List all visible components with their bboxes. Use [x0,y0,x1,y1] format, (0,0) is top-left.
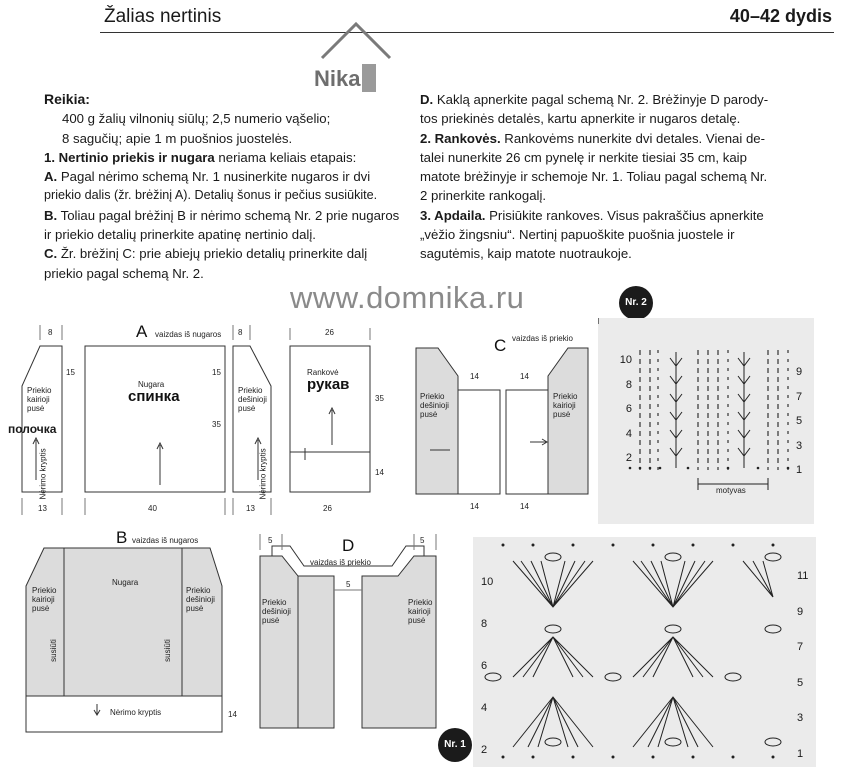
back-label-ru: спинка [128,388,180,405]
diagram-d-view: vaizdas iš priekio [310,558,371,567]
left-front-label-ru: полочка [8,422,57,436]
step-b-cont: ir priekio detalių prinerkite apatinę nertinio dalį. [44,227,316,243]
dim-8-right: 8 [238,328,243,337]
chart-nr1-badge: Nr. 1 [438,728,472,762]
chart-nr2-rows-right: 9 7 5 3 1 [796,366,803,476]
section-1: 1. Nertinio priekis ir nugara neriama keliais etapais: [44,149,357,165]
diagram-c-shapes [410,330,590,520]
diagram-c-dim-14c: 14 [470,502,479,511]
step-a: A. Pagal nėrimo schemą Nr. 1 nusinerkite nugaros ir dvi [44,169,371,185]
diagram-d-letter: D [342,536,355,555]
left-front-label: Priekio kairioji pusė [27,386,52,413]
chart-nr2-badge: Nr. 2 [619,286,653,320]
diagram-c [410,330,590,520]
sleeve-label-ru: рукав [307,376,350,393]
diagram-b-letter: B [116,528,128,547]
diagram-c-left-piece: Priekio kairioji pusė [553,392,578,419]
chart-nr1 [473,537,816,767]
chart-nr2 [598,318,814,524]
diagram-b-dim-14: 14 [228,710,237,719]
diagram-c-dim-14a: 14 [470,372,479,381]
section-3-line-3: sagutėmis, kaip matote nuotraukoje. [420,246,632,262]
right-front-label: Priekio dešinioji pusė [238,386,267,413]
diagram-a [0,320,290,520]
chart-nr1-symbols [473,537,816,767]
diagram-a-view: vaizdas iš nugaros [155,330,222,339]
dim-35: 35 [212,420,221,429]
diagram-b-right-piece: Priekio dešinioji pusė [186,586,215,613]
dim-8-left: 8 [48,328,53,337]
chart-nr1-rows-right: 11 9 7 5 3 1 [797,570,809,760]
diagram-c-dim-14d: 14 [520,502,529,511]
diagram-d-left-piece: Priekio dešinioji pusė [262,598,291,625]
diagram-c-dim-14b: 14 [520,372,529,381]
section-3-line-2: „vėžio žingsniu“. Nertinį papuoškite puošnia juostele ir [420,227,735,243]
sleeve-dim-14: 14 [375,468,384,477]
nika-logo [300,20,400,95]
logo-text: Nika [314,66,361,91]
sleeve-dim-35: 35 [375,394,384,403]
diagram-d-right-piece: Priekio kairioji pusė [408,598,433,625]
sleeve-dim-26-bottom: 26 [323,504,332,513]
dim-13-left: 13 [38,504,47,513]
step-c: C. Žr. brėžinį C: prie abiejų priekio detalių prinerkite dalį [44,246,368,262]
direction-label-left: Nėrimo kryptis [38,448,48,500]
diagram-b-seam-left: susiūti [48,639,58,662]
chart-nr1-rows-left: 10 8 6 4 2 [481,576,494,756]
diagram-b-shapes [0,528,250,738]
reikia-label: Reikia: [44,91,90,107]
dim-15-right: 15 [212,368,221,377]
diagram-b-seam-right: susiūti [162,639,172,662]
section-2-line-2: talei nunerkite 26 cm pynelę ir nerkite tiesiai 35 cm, kaip [420,149,747,165]
materials-line-2: 8 sagučių; apie 1 m puošnios juostelės. [62,130,293,146]
size-label: 40–42 dydis [729,6,832,26]
diagram-b-direction: Nėrimo kryptis [110,708,162,717]
materials-line-1: 400 g žalių vilnonių siūlų; 2,5 numerio vąšelio; [62,111,331,127]
dim-15-left: 15 [66,368,75,377]
diagram-d-dim-5-right: 5 [420,536,425,545]
diagram-b [0,528,250,738]
step-d: D. Kaklą apnerkite pagal schemą Nr. 2. Brėžinyje D parody- [420,92,769,107]
chart-nr2-rows-left: 10 8 6 4 2 [619,354,632,464]
step-c-cont: priekio pagal schemą Nr. 2. [44,265,204,281]
diagram-b-left-piece: Priekio kairioji pusė [32,586,57,613]
sleeve-label: Rankovė [307,368,339,377]
dim-40: 40 [148,504,157,513]
step-d-cont: tos priekinės detalės, kartu apnerkite ir nugaros detalę. [420,111,741,127]
diagram-c-view: vaizdas iš priekio [512,334,573,343]
diagram-b-back-label: Nugara [112,578,139,587]
left-column [44,90,410,283]
dim-13-right: 13 [246,504,255,513]
page-title: Žalias nertinis [104,6,222,27]
section-3: 3. Apdaila. Prisiūkite rankoves. Visus pakraščius apnerkite [420,207,764,223]
sleeve-shapes [285,320,385,520]
diagram-d [252,528,444,738]
watermark: www.domnika.ru [290,280,525,315]
right-column [420,90,780,264]
diagram-d-dim-5-left: 5 [268,536,273,545]
diagram-c-right-piece: Priekio dešinioji pusė [420,392,449,419]
step-b: B. Toliau pagal brėžinį B ir nėrimo schemą Nr. 2 prie nugaros [44,207,400,223]
back-label: Nugara [138,380,165,389]
diagram-a-letter: A [136,322,148,341]
section-2-line-3: matote brėžinyje ir schemoje Nr. 1. Toliau pagal schemą Nr. [420,169,768,185]
diagram-b-view: vaizdas iš nugaros [132,536,199,545]
header-rule [100,32,834,33]
sleeve-dim-26-top: 26 [325,328,334,337]
direction-label-right: Nėrimo kryptis [258,448,268,500]
section-2-line-4: 2 prinerkite rankogalį. [420,188,547,204]
step-a-cont: priekio dalis (žr. brėžinį A). Detalių šonus ir pečius susiūkite. [44,188,378,203]
section-2: 2. Rankovės. Rankovėms nunerkite dvi detales. Vienai de- [420,130,766,146]
sleeve-diagram [285,320,385,520]
chart-nr2-motif-label: motyvas [716,486,746,495]
diagram-d-dim-5-mid: 5 [346,580,351,589]
diagram-c-letter: C [494,336,507,355]
